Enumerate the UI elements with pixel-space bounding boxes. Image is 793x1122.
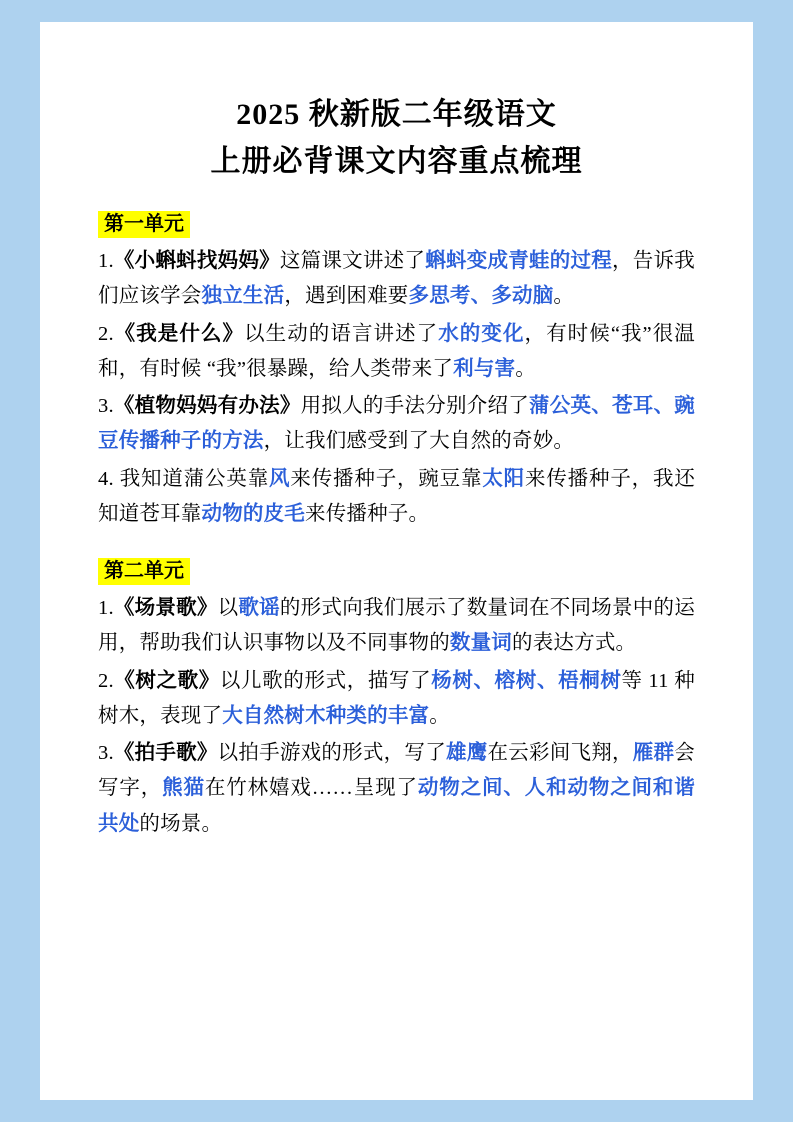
text-run: 风 (269, 467, 291, 490)
text-run: 4. 我知道蒲公英靠 (98, 467, 270, 490)
text-run: ，让我们感受到了大自然的奇妙。 (263, 430, 575, 453)
text-run: 《植物妈妈有办法》 (113, 395, 301, 417)
text-run: 数量词 (449, 632, 513, 655)
text-run: 太阳 (482, 467, 526, 490)
text-run: 以 (217, 597, 239, 619)
text-run: ，有时候“我”很温和，有时候 “我”很暴躁，给人类带来了 (98, 322, 695, 380)
text-run: 的场景。 (139, 812, 223, 835)
text-run: 2. (98, 669, 114, 692)
text-run: 动物的皮毛 (201, 502, 305, 525)
paragraph (98, 591, 695, 662)
text-run: 蝌蚪变成青蛙的过程 (425, 250, 612, 272)
text-run: 蒲公英、苍耳、豌豆传播种子的方法 (98, 395, 695, 453)
paragraph (98, 664, 695, 735)
text-run: 1. (98, 250, 114, 272)
text-run: 在竹林嬉戏……呈现了 (204, 777, 418, 800)
text-run: 雄鹰 (445, 742, 488, 764)
unit-heading: 第一单元 (98, 211, 190, 238)
paragraph (98, 317, 695, 388)
paragraph (98, 736, 695, 842)
section-unit-2 (98, 558, 695, 842)
text-run: 。 (553, 285, 575, 308)
text-run: 水的变化 (438, 322, 525, 345)
text-run: 在云彩间飞翔， (487, 742, 633, 764)
document-sheet (40, 22, 753, 1100)
text-run: 来传播种子。 (305, 502, 430, 525)
page-title (98, 92, 695, 185)
paragraph (98, 389, 695, 460)
text-run: 。 (429, 704, 450, 727)
text-run: 的形式向我们展示了数量词在不同场景中的运用，帮助我们认识事物以及不同事物的 (98, 597, 696, 655)
text-run: 《小蝌蚪找妈妈》 (113, 250, 280, 272)
text-run: 独立生活 (201, 285, 285, 308)
title-line-1: 2025 秋新版二年级语文 (236, 98, 557, 131)
text-run: 来传播种子，豌豆靠 (290, 467, 483, 490)
text-run: 来传播种子，我还知道苍耳靠 (98, 467, 696, 525)
text-run: 利与害 (453, 357, 516, 380)
text-run: 3. (98, 742, 114, 764)
text-run: 以拍手游戏的形式，写了 (217, 742, 446, 764)
text-run: 等 11 种树木，表现了 (98, 669, 695, 727)
text-run: 2. (98, 322, 114, 345)
text-run: 《拍手歌》 (113, 742, 218, 764)
paragraph (98, 462, 695, 533)
text-run: 用拟人的手法分别介绍了 (300, 395, 529, 417)
text-run: 会写字， (98, 742, 695, 800)
unit-heading: 第二单元 (98, 558, 190, 585)
text-run: 1. (98, 597, 114, 619)
text-run: 大自然树木种类的丰富 (222, 704, 430, 727)
title-line-2: 上册必背课文内容重点梳理 (210, 144, 583, 178)
text-run: 《场景歌》 (113, 597, 218, 619)
text-run: 雁群 (632, 742, 675, 764)
text-run: 。 (515, 357, 536, 380)
text-run: 杨树、榕树、梧桐树 (431, 669, 622, 692)
text-run: 《树之歌》 (113, 669, 220, 692)
section-unit-1 (98, 211, 695, 532)
text-run: ，告诉我们应该学会 (98, 250, 695, 308)
paragraph (98, 244, 695, 315)
text-run: 动物之间、人和动物之间和谐共处 (98, 777, 695, 835)
text-run: ，遇到困难要 (284, 285, 409, 308)
text-run: 3. (98, 395, 114, 417)
text-run: 的表达方式。 (512, 632, 637, 655)
text-run: 以生动的语言讲述了 (244, 322, 439, 345)
text-run: 歌谣 (238, 597, 280, 619)
text-run: 以儿歌的形式，描写了 (219, 669, 432, 692)
text-run: 《我是什么》 (113, 322, 245, 345)
text-run: 多思考、多动脑 (408, 285, 554, 308)
text-run: 这篇课文讲述了 (279, 250, 426, 272)
text-run: 熊猫 (162, 777, 205, 800)
